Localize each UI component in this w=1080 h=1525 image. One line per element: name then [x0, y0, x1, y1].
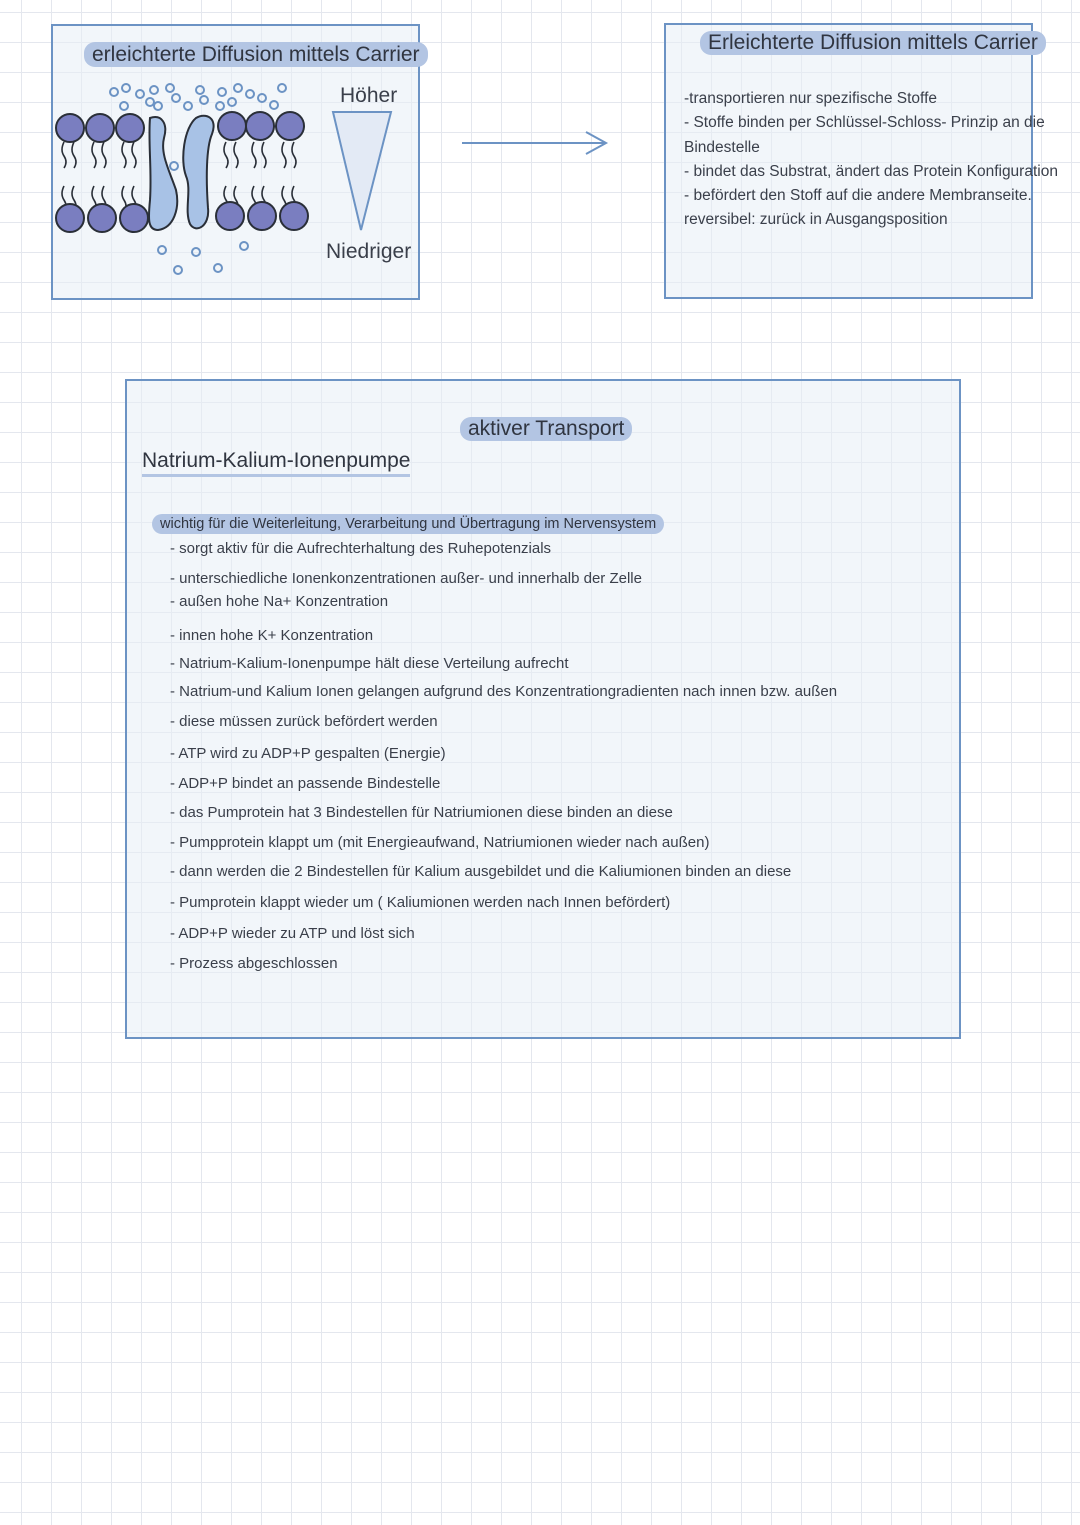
bullet-item: - Prozess abgeschlossen	[170, 955, 338, 972]
lipid-head	[248, 202, 276, 230]
lower-label: Niedriger	[326, 240, 412, 263]
molecule	[216, 102, 224, 110]
membrane-carrier-diagram	[54, 80, 314, 280]
bullet-item: - ADP+P bindet an passende Bindestelle	[170, 775, 441, 792]
left-panel-title: erleichterte Diffusion mittels Carrier	[84, 42, 428, 67]
right-line: reversibel: zurück in Ausgangsposition	[684, 211, 948, 229]
molecule	[136, 90, 144, 98]
bullet-item: - diese müssen zurück befördert werden	[170, 713, 438, 730]
bullet-item: - das Pumprotein hat 3 Bindestellen für Natriumionen diese binden an diese	[170, 804, 673, 821]
molecule	[184, 102, 192, 110]
molecule	[122, 84, 130, 92]
concentration-gradient-triangle	[330, 108, 394, 238]
right-panel-text	[684, 87, 1058, 233]
bullet-item: - unterschiedliche Ionenkonzentrationen außer- und innerhalb der Zelle	[170, 570, 642, 587]
nervous-system-highlight: wichtig für die Weiterleitung, Verarbeitung und Übertragung im Nervensystem	[152, 514, 664, 534]
lipid-head	[116, 114, 144, 142]
right-line: -transportieren nur spezifische Stoffe	[684, 90, 938, 107]
molecule	[150, 86, 158, 94]
lipid-head	[56, 204, 84, 232]
bullet-item: - Natrium-Kalium-Ionenpumpe hält diese Verteilung aufrecht	[170, 655, 569, 672]
right-panel-title: Erleichterte Diffusion mittels Carrier	[700, 31, 1046, 55]
molecule	[146, 98, 154, 106]
molecule	[278, 84, 286, 92]
molecule	[228, 98, 236, 106]
molecule	[196, 86, 204, 94]
bullet-item: - ADP+P wieder zu ATP und löst sich	[170, 925, 415, 942]
molecule	[218, 88, 226, 96]
lipid-head	[120, 204, 148, 232]
right-line: - bindet das Substrat, ändert das Protein Konfiguration	[684, 162, 1058, 180]
lipid-head	[246, 112, 274, 140]
molecule	[154, 102, 162, 110]
molecule	[246, 90, 254, 98]
bullet-item: - außen hohe Na+ Konzentration	[170, 593, 389, 610]
right-line: Bindestelle	[684, 138, 760, 156]
molecule	[170, 162, 178, 170]
molecule	[174, 266, 182, 274]
bullet-item: - ATP wird zu ADP+P gespalten (Energie)	[170, 745, 446, 762]
molecule	[258, 94, 266, 102]
right-line: - Stoffe binden per Schlüssel-Schloss- Prinzip an die	[684, 114, 1045, 132]
carrier-protein-left	[149, 117, 177, 230]
right-line: - befördert den Stoff auf die andere Membranseite.	[684, 187, 1032, 205]
lipid-head	[276, 112, 304, 140]
pump-subtitle: Natrium-Kalium-Ionenpumpe	[142, 449, 410, 477]
bullet-item: - dann werden die 2 Bindestellen für Kalium ausgebildet und die Kaliumionen binden an diese	[170, 863, 792, 880]
lipid-head	[86, 114, 114, 142]
bullet-item: - innen hohe K+ Konzentration	[170, 627, 374, 644]
molecule	[110, 88, 118, 96]
molecule	[192, 248, 200, 256]
bullet-item: - Pumprotein klappt wieder um ( Kaliumionen werden nach Innen befördert)	[170, 894, 671, 911]
lipid-head	[216, 202, 244, 230]
higher-label: Höher	[340, 84, 398, 107]
bullet-item: - sorgt aktiv für die Aufrechterhaltung des Ruhepotenzials	[170, 540, 552, 557]
molecule	[120, 102, 128, 110]
bullet-item: - Natrium-und Kalium Ionen gelangen aufgrund des Konzentrationgradienten nach innen bzw. außen	[170, 683, 838, 700]
arrow-icon	[460, 128, 616, 160]
molecule	[166, 84, 174, 92]
lipid-head	[88, 204, 116, 232]
molecule	[234, 84, 242, 92]
carrier-protein-right	[183, 116, 213, 229]
lipid-head	[56, 114, 84, 142]
lipid-head	[280, 202, 308, 230]
active-transport-title: aktiver Transport	[460, 417, 632, 441]
molecule	[240, 242, 248, 250]
molecule	[214, 264, 222, 272]
bullet-item: - Pumpprotein klappt um (mit Energieaufwand, Natriumionen wieder nach außen)	[170, 834, 710, 851]
lipid-head	[218, 112, 246, 140]
molecule	[172, 94, 180, 102]
molecule	[200, 96, 208, 104]
molecule	[270, 101, 278, 109]
molecule	[158, 246, 166, 254]
